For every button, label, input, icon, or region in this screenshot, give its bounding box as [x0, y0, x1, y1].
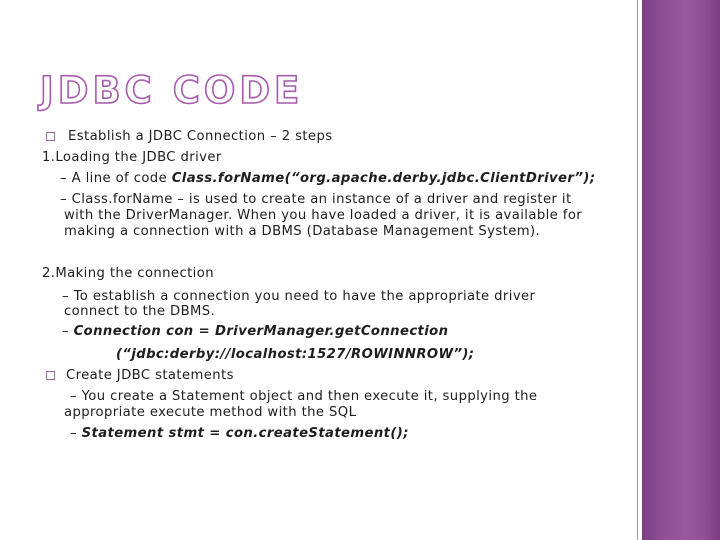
bullet-create-statements: Create JDBC statements — [66, 368, 234, 383]
connection-code-line — [62, 324, 448, 340]
statement-description-2: appropriate execute method with the SQL — [64, 405, 357, 420]
code-class-forname: Class.forName(“org.apache.derby.jdbc.ClientDriver”); — [171, 171, 596, 186]
forname-description-3: making a connection with a DBMS (Database Management System). — [64, 224, 541, 239]
statement-description-1: – You create a Statement object and then execute it, supplying the — [70, 389, 538, 404]
statement-code-line — [70, 426, 409, 442]
statement-code-prefix: – — [70, 426, 82, 441]
line-of-code-prefix: – A line of code — [60, 171, 172, 186]
code-get-connection: Connection con = DriverManager.getConnection — [73, 324, 449, 339]
bullet-establish-connection: Establish a JDBC Connection – 2 steps — [68, 129, 333, 144]
connection-code-prefix: – — [62, 324, 74, 339]
forname-description-2: with the DriverManager. When you have loaded a driver, it is available for — [64, 208, 583, 223]
code-connection-url: (“jdbc:derby://localhost:1527/ROWINNROW”); — [116, 347, 475, 362]
bullet-icon — [46, 371, 55, 380]
forname-description-1: – Class.forName – is used to create an instance of a driver and register it — [60, 192, 572, 207]
connection-description-1: – To establish a connection you need to have the appropriate driver — [62, 289, 536, 304]
slide-title: JDBC CODE — [40, 69, 304, 112]
line-of-code-text — [60, 171, 596, 187]
bullet-icon — [46, 132, 55, 141]
connection-description-2: connect to the DBMS. — [64, 304, 216, 319]
step-making-connection: 2.Making the connection — [42, 266, 214, 281]
code-create-statement: Statement stmt = con.createStatement(); — [81, 426, 409, 441]
step-loading-driver: 1.Loading the JDBC driver — [42, 150, 222, 165]
